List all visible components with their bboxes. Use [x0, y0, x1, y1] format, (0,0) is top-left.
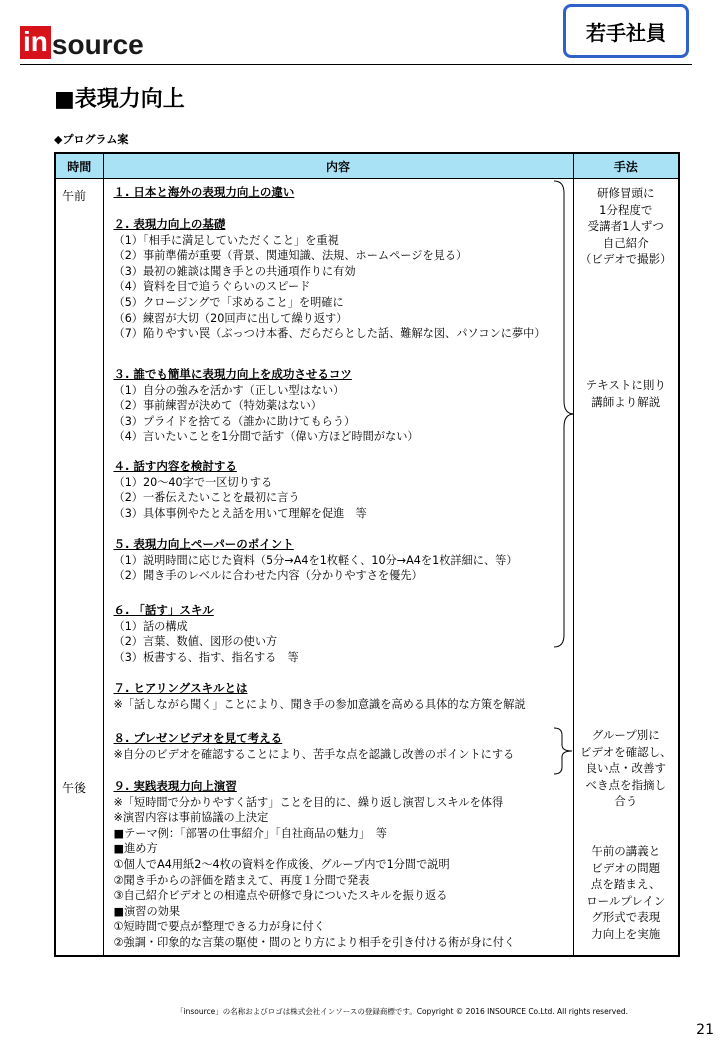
program-table [54, 152, 680, 957]
content-block [114, 185, 569, 201]
block-line: （7）陥りやすい罠（ぶっつけ本番、だらだらとした話、難解な図、パソコンに夢中） [113, 327, 546, 341]
copyright-footer: 「insource」の名称およびロゴは株式会社インソースの登録商標です。Copyright © 2016 INSOURCE Co.Ltd. All rights reserved. [176, 1007, 628, 1016]
block-line: （1）話の構成 [113, 619, 188, 633]
block-line: ②聞き手からの評価を踏まえて、再度１分間で発表 [113, 873, 370, 887]
method-cell [573, 179, 679, 957]
method-line: 良い点・改善す [585, 761, 666, 775]
block-line: （2）聞き手のレベルに合わせた内容（分かりやすさを優先） [113, 569, 423, 583]
block-line: ③自己紹介ビデオとの相違点や研修で身についたスキルを振り返る [113, 889, 448, 903]
method-line: 1分程度で [599, 202, 653, 217]
method-line: 受講者1人ずつ [587, 219, 664, 233]
content-block [114, 779, 569, 951]
block-heading: ８. プレゼンビデオを見て考える [113, 731, 283, 745]
method-line: 講師より解説 [591, 394, 661, 409]
method-line: 研修冒頭に [597, 186, 655, 200]
block-line: ※演習内容は事前協議の上決定 [113, 811, 269, 825]
header-divider [20, 64, 692, 65]
table-header-row [55, 153, 679, 179]
block-heading: ５. 表現力向上ペーパーのポイント [113, 537, 294, 551]
content-block [114, 731, 569, 762]
block-line: （1）「相手に満足していただくこと」を重視 [113, 233, 339, 247]
method-line: ロールプレイン [586, 893, 666, 908]
method-morning-intro [574, 185, 679, 268]
block-line: （3）プライドを捨てる（誰かに助けてもらう） [113, 414, 356, 428]
block-line: （3）板書する、指す、指名する 等 [113, 650, 299, 664]
block-line: （2）一番伝えたいことを最初に言う [113, 491, 300, 505]
block-line: ①短時間で要点が整理できる力が身に付く [113, 920, 325, 934]
block-heading: ３. 誰でも簡単に表現力向上を成功させるコツ [113, 367, 352, 381]
header-content: 内容 [103, 153, 573, 179]
header-method: 手法 [573, 153, 679, 179]
content-block [114, 603, 569, 665]
content-block [114, 367, 569, 445]
section-label: ◆プログラム案 [54, 133, 129, 146]
content-block [114, 681, 569, 712]
block-line: ■テーマ例：「部署の仕事紹介」「自社商品の魅力」 等 [113, 826, 387, 840]
brace-video-icon [552, 727, 576, 775]
block-heading: ７. ヒアリングスキルとは [113, 681, 248, 695]
method-line: 合う [614, 794, 638, 808]
block-heading: ６. 「話す」スキル [113, 603, 214, 617]
block-heading: ９. 実践表現力向上演習 [113, 779, 237, 793]
time-morning: 午前 [62, 189, 87, 203]
block-heading: ２. 表現力向上の基礎 [113, 217, 226, 231]
audience-badge: 若手社員 [563, 4, 689, 58]
block-line: （2）事前準備が重要（背景、関連知識、法規、ホームページを見る） [113, 249, 468, 263]
content-block [114, 459, 569, 521]
insource-logo [20, 26, 144, 59]
block-line: （5）クロージングで「求めること」を明確に [113, 295, 344, 309]
block-line: （3）具体事例やたとえ話を用いて理解を促進 等 [113, 506, 367, 520]
content-block [114, 537, 569, 584]
block-line: ※「話しながら聞く」ことにより、聞き手の参加意識を高める具体的な方策を解説 [113, 697, 526, 711]
method-line: ビデオを確認し、 [579, 744, 672, 759]
block-line: ※「短時間で分かりやすく話す」ことを目的に、繰り返し演習しスキルを体得 [113, 795, 504, 809]
time-cell [55, 179, 103, 957]
time-afternoon: 午後 [62, 781, 87, 795]
header-time: 時間 [55, 153, 103, 179]
logo-in-mark: in [20, 26, 51, 59]
block-line: ■演習の効果 [113, 904, 181, 918]
block-line: （3）最初の雑談は聞き手との共通項作りに有効 [113, 264, 356, 278]
method-lecture [574, 377, 679, 410]
block-line: （4）資料を目で追うぐらいのスピード [113, 280, 311, 294]
block-line: ②強調・印象的な言葉の駆使・間のとり方により相手を引き付ける術が身に付く [113, 935, 516, 949]
page-number: 21 [696, 1022, 714, 1038]
method-line: 午前の講義と [591, 844, 661, 858]
block-line: （6）練習が大切（20回声に出して繰り返す） [113, 311, 348, 325]
method-line: グ形式で表現 [591, 910, 661, 924]
content-cell [103, 179, 573, 957]
block-line: ※自分のビデオを確認することにより、苦手な点を認識し改善のポイントにする [113, 747, 515, 761]
page-title: ■表現力向上 [54, 87, 185, 112]
content-block [114, 217, 569, 342]
block-line: ■進め方 [113, 842, 158, 856]
block-line: （2）事前練習が決めて（特効薬はない） [113, 399, 322, 413]
block-heading: １. 日本と海外の表現力向上の違い [113, 185, 295, 199]
method-video-review [574, 727, 679, 810]
block-line: （1）20～40字で一区切りする [113, 475, 273, 489]
method-line: 自己紹介 [602, 235, 649, 250]
block-line: （1）説明時間に応じた資料（5分→A4を1枚軽く、10分→A4を1枚詳細に、等） [113, 553, 518, 567]
block-line: （4）言いたいことを1分間で話す（偉い方ほど時間がない） [113, 430, 419, 444]
method-line: べき点を指摘し [585, 777, 666, 792]
block-heading: ４. 話す内容を検討する [113, 459, 237, 473]
method-line: テキストに則り [585, 378, 666, 392]
logo-wordmark: source [51, 29, 144, 60]
method-line: ビデオの問題 [591, 860, 661, 875]
method-line: （ビデオで撮影） [579, 252, 672, 266]
block-line: ①個人でA4用紙2～4枚の資料を作成後、グループ内で1分間で説明 [113, 857, 450, 871]
method-line: 点を踏まえ、 [590, 877, 661, 891]
table-body-row [55, 179, 679, 957]
brace-morning-icon [552, 179, 576, 649]
method-line: グループ別に [591, 728, 660, 742]
method-roleplay [574, 843, 679, 942]
block-line: （1）自分の強みを活かす（正しい型はない） [113, 383, 345, 397]
block-line: （2）言葉、数値、図形の使い方 [113, 635, 278, 649]
method-line: 力向上を実施 [591, 926, 661, 941]
